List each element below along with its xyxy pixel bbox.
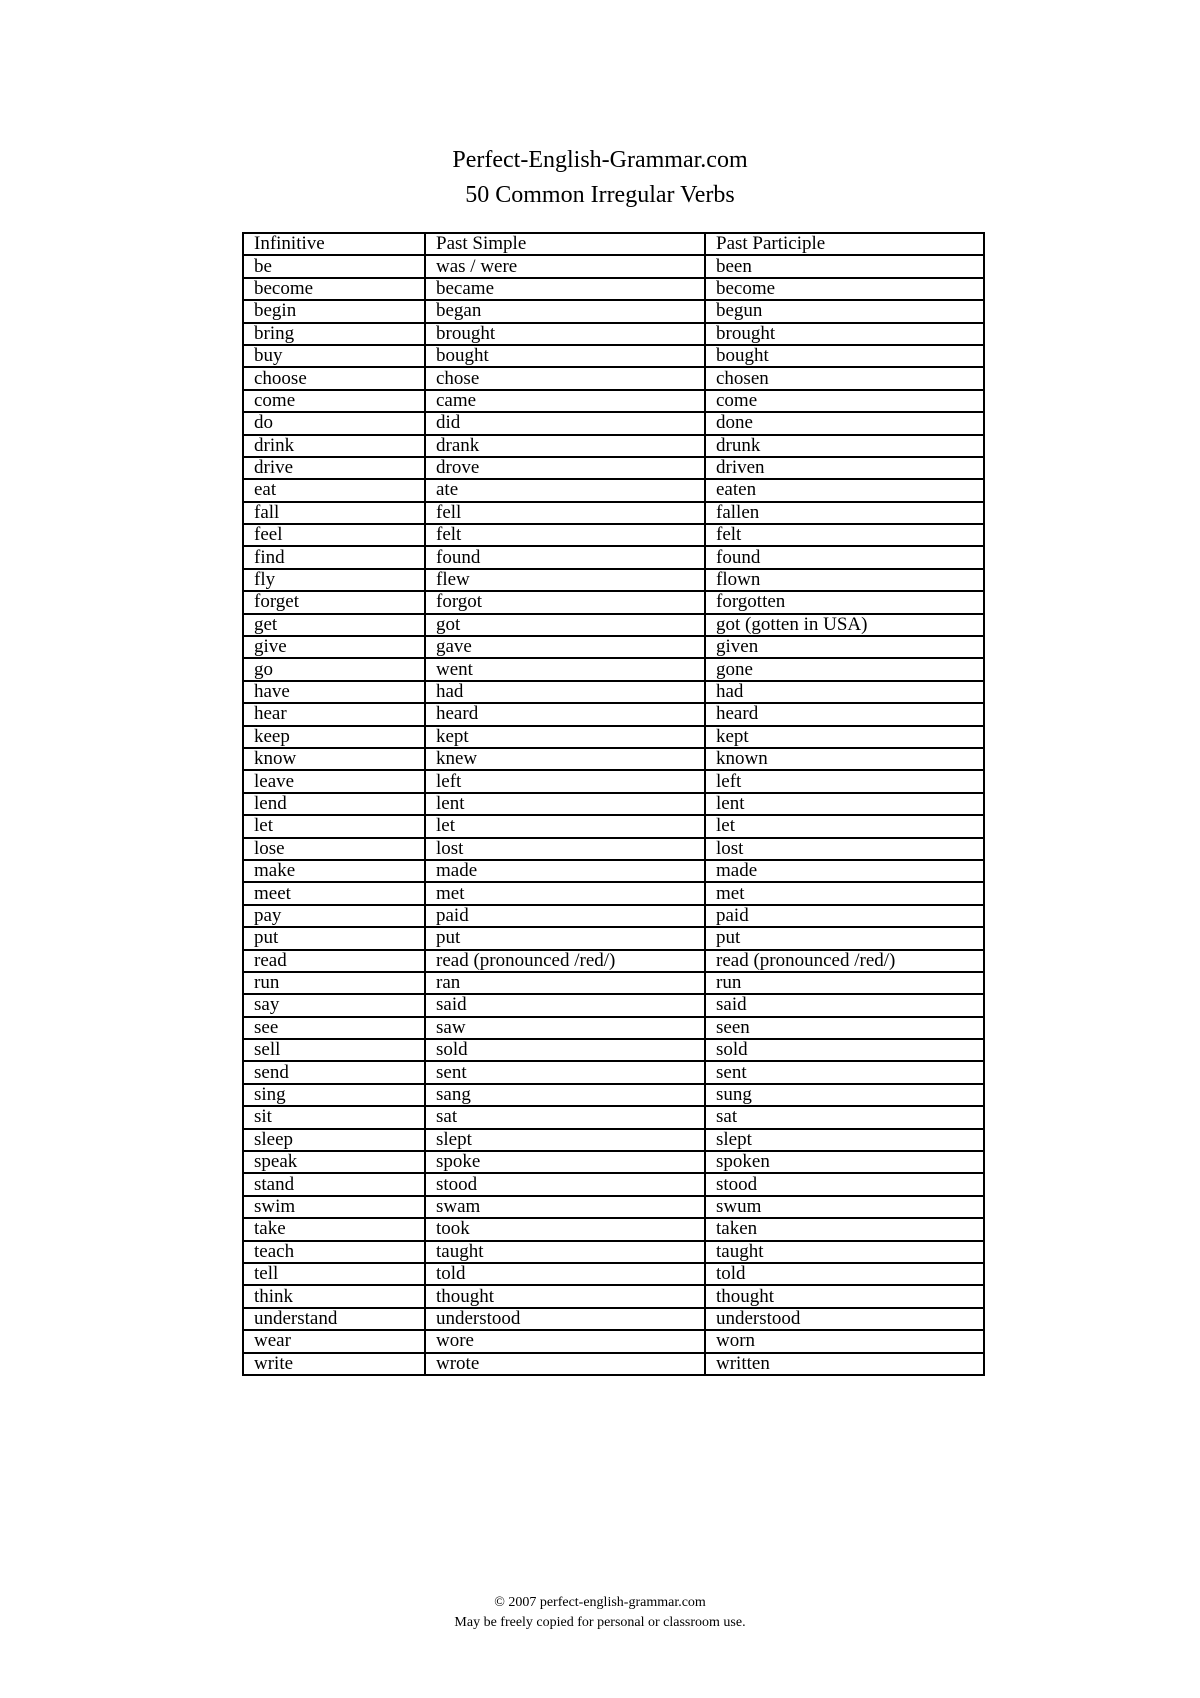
table-row [243, 860, 984, 882]
cell-past-participle: met [705, 882, 984, 904]
cell-past-simple: spoke [425, 1151, 705, 1173]
table-row [243, 838, 984, 860]
cell-infinitive: choose [243, 367, 425, 389]
cell-infinitive: stand [243, 1173, 425, 1195]
cell-infinitive: sell [243, 1039, 425, 1061]
cell-infinitive: see [243, 1017, 425, 1039]
cell-infinitive: lose [243, 838, 425, 860]
cell-infinitive: bring [243, 323, 425, 345]
cell-infinitive: feel [243, 524, 425, 546]
table-row [243, 815, 984, 837]
table-row [243, 390, 984, 412]
table-row [243, 278, 984, 300]
cell-infinitive: think [243, 1285, 425, 1307]
table-row [243, 703, 984, 725]
table-row [243, 1061, 984, 1083]
cell-past-simple: chose [425, 367, 705, 389]
cell-past-simple: sang [425, 1084, 705, 1106]
cell-past-participle: sat [705, 1106, 984, 1128]
cell-past-participle: slept [705, 1129, 984, 1151]
table-row [243, 658, 984, 680]
cell-infinitive: hear [243, 703, 425, 725]
table-row [243, 479, 984, 501]
table-row [243, 681, 984, 703]
cell-past-simple: thought [425, 1285, 705, 1307]
cell-infinitive: forget [243, 591, 425, 613]
cell-past-participle: forgotten [705, 591, 984, 613]
table-row [243, 726, 984, 748]
table-row [243, 300, 984, 322]
cell-past-simple: heard [425, 703, 705, 725]
cell-past-simple: began [425, 300, 705, 322]
cell-past-simple: gave [425, 636, 705, 658]
cell-past-simple: took [425, 1218, 705, 1240]
table-row [243, 367, 984, 389]
cell-past-simple: did [425, 412, 705, 434]
cell-past-participle: bought [705, 345, 984, 367]
cell-past-simple: swam [425, 1196, 705, 1218]
table-row [243, 994, 984, 1016]
cell-past-simple: lent [425, 793, 705, 815]
cell-past-participle: drunk [705, 435, 984, 457]
table-row [243, 793, 984, 815]
cell-past-simple: drove [425, 457, 705, 479]
table-row [243, 457, 984, 479]
cell-past-participle: gone [705, 658, 984, 680]
table-row [243, 1353, 984, 1375]
cell-infinitive: wear [243, 1330, 425, 1352]
cell-past-simple: kept [425, 726, 705, 748]
table-row [243, 1285, 984, 1307]
cell-past-participle: spoken [705, 1151, 984, 1173]
cell-infinitive: drink [243, 435, 425, 457]
cell-past-participle: felt [705, 524, 984, 546]
table-row [243, 1039, 984, 1061]
cell-past-simple: slept [425, 1129, 705, 1151]
usage-notice: May be freely copied for personal or classroom use. [454, 1615, 746, 1630]
cell-past-participle: flown [705, 569, 984, 591]
table-row [243, 345, 984, 367]
cell-past-simple: was / were [425, 255, 705, 277]
cell-infinitive: pay [243, 905, 425, 927]
cell-past-participle: let [705, 815, 984, 837]
cell-infinitive: begin [243, 300, 425, 322]
cell-infinitive: send [243, 1061, 425, 1083]
table-row [243, 614, 984, 636]
cell-infinitive: get [243, 614, 425, 636]
cell-past-simple: made [425, 860, 705, 882]
column-header-past-participle: Past Participle [705, 233, 984, 255]
cell-past-simple: stood [425, 1173, 705, 1195]
cell-past-participle: written [705, 1353, 984, 1375]
cell-past-simple: got [425, 614, 705, 636]
cell-past-simple: found [425, 546, 705, 568]
cell-past-participle: read (pronounced /red/) [705, 950, 984, 972]
table-row [243, 950, 984, 972]
table-row [243, 748, 984, 770]
cell-past-participle: been [705, 255, 984, 277]
cell-past-participle: fallen [705, 502, 984, 524]
cell-past-simple: put [425, 927, 705, 949]
irregular-verbs-table [242, 232, 985, 1376]
table-body [243, 255, 984, 1375]
cell-past-participle: had [705, 681, 984, 703]
cell-past-participle: understood [705, 1308, 984, 1330]
table-row [243, 1173, 984, 1195]
table-row [243, 1330, 984, 1352]
cell-past-simple: said [425, 994, 705, 1016]
cell-infinitive: come [243, 390, 425, 412]
cell-past-participle: chosen [705, 367, 984, 389]
cell-past-participle: said [705, 994, 984, 1016]
cell-past-participle: taught [705, 1241, 984, 1263]
cell-infinitive: know [243, 748, 425, 770]
cell-infinitive: sit [243, 1106, 425, 1128]
cell-past-simple: went [425, 658, 705, 680]
cell-past-simple: sent [425, 1061, 705, 1083]
cell-past-participle: swum [705, 1196, 984, 1218]
cell-past-simple: sold [425, 1039, 705, 1061]
cell-past-participle: brought [705, 323, 984, 345]
cell-past-participle: kept [705, 726, 984, 748]
cell-past-simple: forgot [425, 591, 705, 613]
cell-infinitive: run [243, 972, 425, 994]
cell-past-simple: fell [425, 502, 705, 524]
cell-past-simple: brought [425, 323, 705, 345]
table-row [243, 412, 984, 434]
table-row [243, 927, 984, 949]
cell-past-participle: lent [705, 793, 984, 815]
cell-infinitive: drive [243, 457, 425, 479]
cell-past-participle: begun [705, 300, 984, 322]
table-row [243, 1263, 984, 1285]
cell-past-participle: made [705, 860, 984, 882]
table-row [243, 1151, 984, 1173]
cell-past-participle: paid [705, 905, 984, 927]
cell-infinitive: swim [243, 1196, 425, 1218]
cell-infinitive: go [243, 658, 425, 680]
column-header-past-simple: Past Simple [425, 233, 705, 255]
cell-past-participle: worn [705, 1330, 984, 1352]
cell-infinitive: read [243, 950, 425, 972]
cell-infinitive: lend [243, 793, 425, 815]
table-row [243, 1129, 984, 1151]
cell-infinitive: find [243, 546, 425, 568]
cell-past-simple: wrote [425, 1353, 705, 1375]
cell-infinitive: become [243, 278, 425, 300]
copyright-line: © 2007 perfect-english-grammar.com [494, 1595, 706, 1610]
cell-past-participle: told [705, 1263, 984, 1285]
cell-past-simple: knew [425, 748, 705, 770]
cell-past-participle: known [705, 748, 984, 770]
table-row [243, 1017, 984, 1039]
page-title: 50 Common Irregular Verbs [465, 182, 735, 208]
cell-past-simple: let [425, 815, 705, 837]
cell-past-simple: felt [425, 524, 705, 546]
table-header-row [243, 233, 984, 255]
cell-past-simple: came [425, 390, 705, 412]
cell-past-simple: paid [425, 905, 705, 927]
table-row [243, 972, 984, 994]
page-header [0, 143, 1200, 213]
cell-past-participle: taken [705, 1218, 984, 1240]
table-row [243, 1106, 984, 1128]
table-row [243, 882, 984, 904]
cell-past-participle: left [705, 770, 984, 792]
page-footer [0, 1593, 1200, 1633]
cell-past-simple: drank [425, 435, 705, 457]
cell-past-simple: sat [425, 1106, 705, 1128]
cell-past-simple: flew [425, 569, 705, 591]
column-header-infinitive: Infinitive [243, 233, 425, 255]
table-row [243, 770, 984, 792]
cell-past-participle: come [705, 390, 984, 412]
cell-infinitive: do [243, 412, 425, 434]
cell-past-simple: ate [425, 479, 705, 501]
cell-past-simple: saw [425, 1017, 705, 1039]
cell-infinitive: fly [243, 569, 425, 591]
cell-infinitive: sleep [243, 1129, 425, 1151]
table-row [243, 1084, 984, 1106]
cell-infinitive: say [243, 994, 425, 1016]
cell-past-participle: put [705, 927, 984, 949]
cell-past-simple: taught [425, 1241, 705, 1263]
cell-infinitive: keep [243, 726, 425, 748]
cell-past-participle: done [705, 412, 984, 434]
cell-past-participle: driven [705, 457, 984, 479]
cell-past-participle: thought [705, 1285, 984, 1307]
table-row [243, 435, 984, 457]
table-row [243, 323, 984, 345]
cell-infinitive: take [243, 1218, 425, 1240]
table-row [243, 502, 984, 524]
cell-past-simple: read (pronounced /red/) [425, 950, 705, 972]
table-row [243, 1308, 984, 1330]
cell-past-participle: sung [705, 1084, 984, 1106]
cell-past-participle: eaten [705, 479, 984, 501]
cell-infinitive: write [243, 1353, 425, 1375]
cell-infinitive: be [243, 255, 425, 277]
cell-infinitive: meet [243, 882, 425, 904]
cell-past-simple: bought [425, 345, 705, 367]
cell-infinitive: teach [243, 1241, 425, 1263]
table-row [243, 1196, 984, 1218]
table-row [243, 524, 984, 546]
table-row [243, 255, 984, 277]
table-row [243, 569, 984, 591]
cell-past-participle: got (gotten in USA) [705, 614, 984, 636]
cell-infinitive: give [243, 636, 425, 658]
cell-past-simple: understood [425, 1308, 705, 1330]
cell-infinitive: leave [243, 770, 425, 792]
table-row [243, 1218, 984, 1240]
cell-past-simple: ran [425, 972, 705, 994]
table-row [243, 1241, 984, 1263]
cell-past-simple: left [425, 770, 705, 792]
cell-infinitive: tell [243, 1263, 425, 1285]
cell-past-participle: given [705, 636, 984, 658]
cell-past-simple: told [425, 1263, 705, 1285]
cell-infinitive: sing [243, 1084, 425, 1106]
cell-past-participle: seen [705, 1017, 984, 1039]
cell-infinitive: have [243, 681, 425, 703]
cell-past-simple: lost [425, 838, 705, 860]
table-row [243, 636, 984, 658]
site-title: Perfect-English-Grammar.com [452, 147, 748, 173]
cell-infinitive: put [243, 927, 425, 949]
cell-past-participle: stood [705, 1173, 984, 1195]
table-row [243, 591, 984, 613]
cell-past-simple: became [425, 278, 705, 300]
cell-past-simple: wore [425, 1330, 705, 1352]
cell-infinitive: fall [243, 502, 425, 524]
cell-past-participle: lost [705, 838, 984, 860]
cell-infinitive: buy [243, 345, 425, 367]
cell-past-participle: found [705, 546, 984, 568]
cell-past-participle: heard [705, 703, 984, 725]
cell-past-participle: run [705, 972, 984, 994]
table-row [243, 905, 984, 927]
cell-past-participle: sold [705, 1039, 984, 1061]
cell-infinitive: speak [243, 1151, 425, 1173]
cell-infinitive: eat [243, 479, 425, 501]
cell-past-simple: met [425, 882, 705, 904]
cell-infinitive: understand [243, 1308, 425, 1330]
table-row [243, 546, 984, 568]
cell-past-participle: become [705, 278, 984, 300]
cell-past-participle: sent [705, 1061, 984, 1083]
cell-past-simple: had [425, 681, 705, 703]
cell-infinitive: let [243, 815, 425, 837]
cell-infinitive: make [243, 860, 425, 882]
